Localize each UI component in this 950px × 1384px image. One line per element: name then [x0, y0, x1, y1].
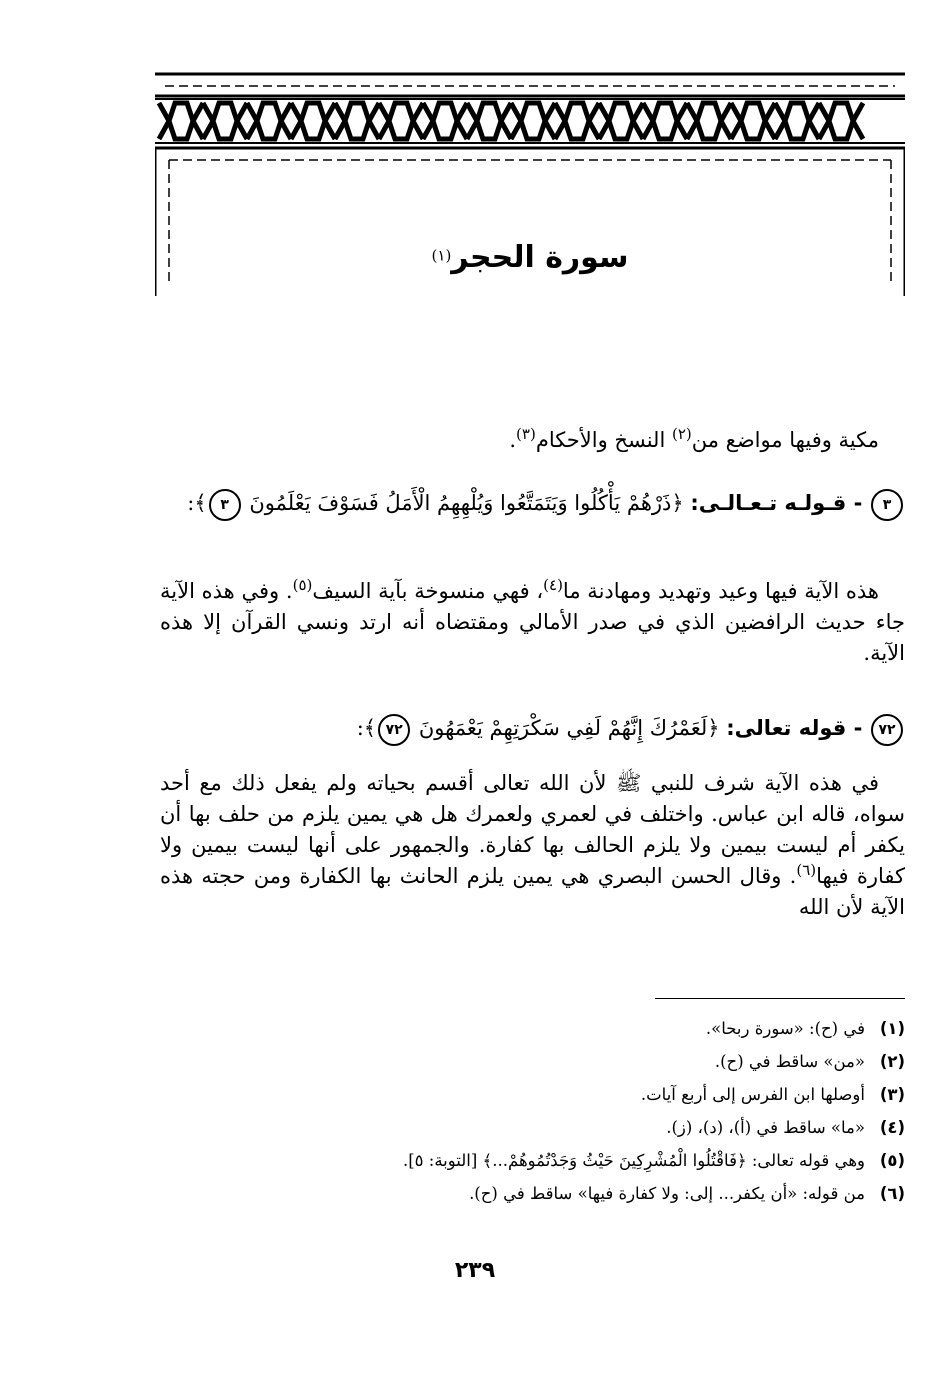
ornament-cell — [731, 103, 775, 139]
footnote-item — [160, 1177, 905, 1210]
footnote-item — [160, 1078, 905, 1111]
ayah-end-marker: ٧٢ — [378, 714, 410, 746]
footnote-number: (٤) — [879, 1118, 905, 1137]
intro-text-c: . — [509, 428, 517, 452]
footnote-item — [160, 1111, 905, 1144]
para2-text-a: في هذه الآية شرف للنبي ﷺ لأن الله تعالى أقسم بحياته ولم يفعل ذلك مع أحد سواه، قاله ابن عباس. واختلف في لعمري ولعمرك هل هي يمين يلزم من حلف بها أن يكفر أم ليست بيمين ولا يلزم الحالف بها كفارة. والجمهور على أنها ليست بيمين ولا كفارة فيها — [160, 771, 905, 888]
surah-heading — [155, 240, 905, 300]
verse-3-block — [160, 484, 905, 522]
ornament-cell — [687, 103, 731, 139]
footnote-item — [160, 1012, 905, 1045]
main-text — [160, 425, 905, 456]
footnote-ref-4: (٤) — [543, 576, 563, 594]
intro-text-a: مكية وفيها مواضع من — [691, 428, 879, 452]
footnote-text: «ما» ساقط في (أ)، (د)، (ز). — [666, 1118, 865, 1137]
verse-72-heading — [160, 713, 905, 746]
ayah-end-marker: ٣ — [209, 489, 241, 521]
footnote-text: في (ح): «سورة ربحا». — [705, 1019, 865, 1038]
footnote-number: (٣) — [879, 1085, 905, 1104]
verse-3-heading — [160, 484, 905, 522]
verse-label: - قوله تعالى: — [726, 716, 863, 740]
page-number: ٢٣٩ — [454, 1258, 496, 1283]
footnote-number: (٢) — [879, 1052, 905, 1071]
footnote-item — [160, 1144, 905, 1177]
ornament-cell — [819, 103, 863, 139]
footnote-text: أوصلها ابن الفرس إلى أربع آيات. — [640, 1085, 865, 1104]
verse-close: ﴾: — [187, 491, 207, 515]
para1-text-c: . وفي هذه الآية جاء حديث الرافضين الذي في صدر الأمالي ومقتضاه أنه ارتد ونسي القرآن إلا هذه الآية. — [160, 579, 905, 665]
footnote-number: (٥) — [879, 1151, 905, 1170]
verse-number-badge: ٣ — [871, 489, 903, 521]
ornament-cell — [203, 103, 247, 139]
title-footnote-ref: (١) — [431, 246, 452, 265]
para1-text-a: هذه الآية فيها وعيد وتهديد ومهادنة ما — [562, 579, 879, 603]
quran-verse: ﴿ذَرْهُمْ يَأْكُلُوا وَيَتَمَتَّعُوا وَيُلْهِهِمُ الْأَمَلُ فَسَوْفَ يَعْلَمُونَ — [249, 491, 684, 515]
ornament-cell — [379, 103, 423, 139]
para1-text-b: ، فهي منسوخة بآية السيف — [312, 579, 544, 603]
footnote-text: من قوله: «أن يكفر... إلى: ولا كفارة فيها» ساقط في (ح). — [469, 1184, 865, 1203]
paragraph-2-text — [160, 768, 905, 923]
ornament-cell — [775, 103, 819, 139]
footnote-ref-2: (٢) — [671, 425, 692, 443]
ornament-cell — [643, 103, 687, 139]
footnote-separator — [655, 998, 905, 999]
ornament-cell — [423, 103, 467, 139]
para2-text-b: . وقال الحسن البصري هي يمين يلزم الحانث بها الكفارة ومن حجته هذه الآية لأن الله — [160, 864, 905, 919]
verse-number-badge: ٧٢ — [871, 714, 903, 746]
ornament-cell — [467, 103, 511, 139]
ornament-cell — [599, 103, 643, 139]
footnote-text: «من» ساقط في (ح). — [714, 1052, 865, 1071]
surah-title: سورة الحجر — [451, 240, 629, 275]
footnote-item — [160, 1045, 905, 1078]
footnote-text: وهي قوله تعالى: ﴿فَاقْتُلُوا الْمُشْرِكِينَ حَيْثُ وَجَدْتُمُوهُمْ...﴾ [التوبة: ٥]. — [402, 1151, 865, 1170]
footnote-number: (١) — [879, 1019, 905, 1038]
geometric-pattern-band — [155, 99, 905, 143]
footnotes — [160, 1012, 905, 1210]
ornament-cell — [335, 103, 379, 139]
ornament-cell — [291, 103, 335, 139]
footnote-ref-3: (٣) — [516, 425, 536, 443]
verse-close: ﴾: — [356, 716, 377, 740]
ornament-cell — [555, 103, 599, 139]
verse-72-block — [160, 713, 905, 746]
paragraph-2 — [160, 768, 905, 923]
intro-paragraph — [160, 425, 905, 456]
verse-label: - قـولـه تـعـالـى: — [690, 491, 863, 515]
quran-verse: ﴿لَعَمْرُكَ إِنَّهُمْ لَفِي سَكْرَتِهِمْ يَعْمَهُونَ — [418, 716, 720, 740]
paragraph-1 — [160, 576, 905, 669]
footnote-ref-5: (٥) — [292, 576, 313, 594]
ornament-cell — [511, 103, 555, 139]
ornament-cell — [247, 103, 291, 139]
footnote-ref-6: (٦) — [796, 861, 817, 879]
intro-text-b: النسخ والأحكام — [535, 428, 672, 452]
footnote-number: (٦) — [879, 1184, 905, 1203]
ornament-cell — [159, 103, 203, 139]
paragraph-1-text — [160, 576, 905, 669]
